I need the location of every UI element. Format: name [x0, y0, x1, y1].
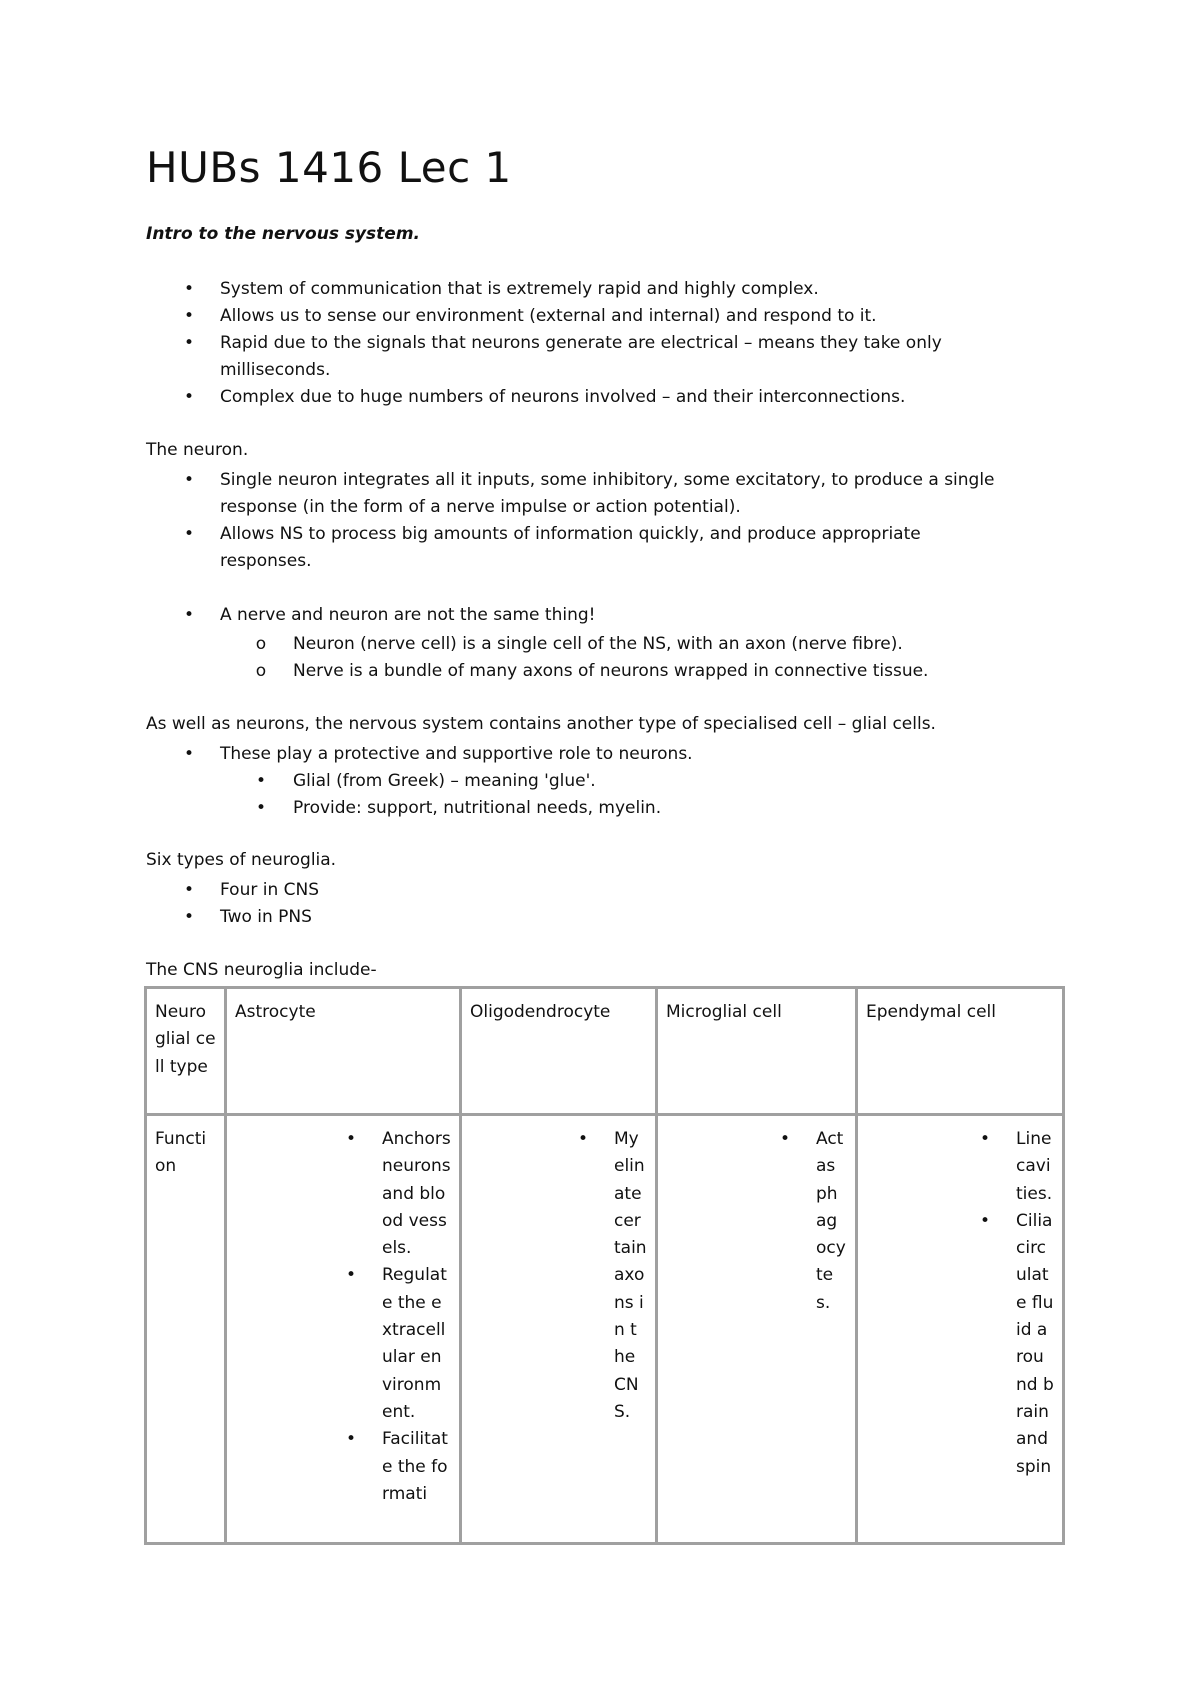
bullet-icon: •: [255, 798, 267, 818]
table-header-cell: Oligodendrocyte: [461, 988, 657, 1115]
bullet-icon: •: [183, 387, 195, 407]
neuroglia-table: [144, 986, 1065, 1545]
list-item: • Cilia circulate fluid around brain and spin: [1016, 1208, 1054, 1481]
list-item: • A nerve and neuron are not the same thing!: [146, 602, 1046, 629]
table-header-cell: Microglial cell: [657, 988, 857, 1115]
ependymal-function-list: [866, 1126, 1054, 1481]
bullet-icon: •: [183, 880, 195, 900]
list-item: • Provide: support, nutritional needs, myelin.: [146, 795, 1046, 822]
glial-bullet-list: [146, 741, 1046, 768]
table-header-row: [146, 988, 1064, 1115]
section-subtitle: Intro to the nervous system.: [146, 224, 421, 244]
list-item: • Allows us to sense our environment (external and internal) and respond to it.: [146, 303, 1046, 330]
list-item: o Nerve is a bundle of many axons of neurons wrapped in connective tissue.: [146, 658, 1046, 685]
bullet-icon: •: [779, 1129, 791, 1149]
bullet-icon: •: [255, 771, 267, 791]
glial-subbullet-list: [146, 768, 1046, 822]
six-types-heading: Six types of neuroglia.: [146, 850, 337, 870]
document-title: HUBs 1416 Lec 1: [146, 143, 512, 192]
list-item: • Regulate the extracellular environment.: [382, 1262, 451, 1426]
table-row: [146, 1115, 1064, 1544]
neuron-bullet-list: [146, 467, 1046, 629]
microglial-function-list: [666, 1126, 847, 1317]
intro-bullet-list: [146, 276, 1046, 411]
bullet-icon: •: [183, 470, 195, 490]
table-cell-astrocyte: [226, 1115, 461, 1544]
astrocyte-function-list: [235, 1126, 451, 1508]
list-item: • Myelinate certain axons in the CNS.: [614, 1126, 647, 1426]
bullet-icon: •: [183, 333, 195, 353]
bullet-icon: •: [979, 1210, 991, 1231]
list-item: • Line cavities.: [1016, 1126, 1054, 1208]
list-item: • These play a protective and supportive role to neurons.: [146, 741, 1046, 768]
bullet-icon: •: [345, 1265, 357, 1286]
neuron-heading: The neuron.: [146, 440, 249, 460]
nerve-subbullet-list: [146, 631, 1046, 685]
circle-bullet-icon: o: [255, 634, 267, 654]
bullet-icon: •: [577, 1129, 589, 1149]
table-cell-ependymal: [857, 1115, 1064, 1544]
bullet-icon: •: [183, 306, 195, 326]
list-spacer: [146, 575, 1046, 602]
list-item: • Two in PNS: [146, 904, 1046, 931]
bullet-icon: •: [183, 524, 195, 544]
list-item: • Act as phagocytes.: [816, 1126, 847, 1317]
table-header-cell: Neuroglial cell type: [146, 988, 226, 1115]
table-row-label: Function: [146, 1115, 226, 1544]
bullet-icon: •: [183, 279, 195, 299]
bullet-icon: •: [345, 1429, 357, 1450]
bullet-icon: •: [183, 605, 195, 625]
list-item: o Neuron (nerve cell) is a single cell of the NS, with an axon (nerve fibre).: [146, 631, 1046, 658]
list-item: • Four in CNS: [146, 877, 1046, 904]
table-header-cell: Ependymal cell: [857, 988, 1064, 1115]
table-cell-oligodendrocyte: [461, 1115, 657, 1544]
table-cell-microglial: [657, 1115, 857, 1544]
circle-bullet-icon: o: [255, 661, 267, 681]
oligodendrocyte-function-list: [470, 1126, 647, 1426]
list-item: • Allows NS to process big amounts of information quickly, and produce appropriate responses.: [146, 521, 1046, 575]
list-item: • Complex due to huge numbers of neurons involved – and their interconnections.: [146, 384, 1046, 411]
table-caption: The CNS neuroglia include-: [146, 960, 377, 980]
list-item: • Facilitate the formati: [382, 1426, 451, 1508]
list-item: • Glial (from Greek) – meaning 'glue'.: [146, 768, 1046, 795]
list-item: • Rapid due to the signals that neurons generate are electrical – means they take only milliseconds.: [146, 330, 1046, 384]
list-item: • Anchors neurons and blood vessels.: [382, 1126, 451, 1262]
bullet-icon: •: [979, 1129, 991, 1149]
bullet-icon: •: [183, 744, 195, 764]
bullet-icon: •: [183, 907, 195, 927]
list-item: • System of communication that is extremely rapid and highly complex.: [146, 276, 1046, 303]
glial-heading: As well as neurons, the nervous system contains another type of specialised cell – glial cells.: [146, 714, 936, 734]
table-header-cell: Astrocyte: [226, 988, 461, 1115]
six-types-bullet-list: [146, 877, 1046, 931]
list-item: • Single neuron integrates all it inputs, some inhibitory, some excitatory, to produce a single response (in the form of a nerve impulse or action potential).: [146, 467, 1046, 521]
bullet-icon: •: [345, 1129, 357, 1149]
